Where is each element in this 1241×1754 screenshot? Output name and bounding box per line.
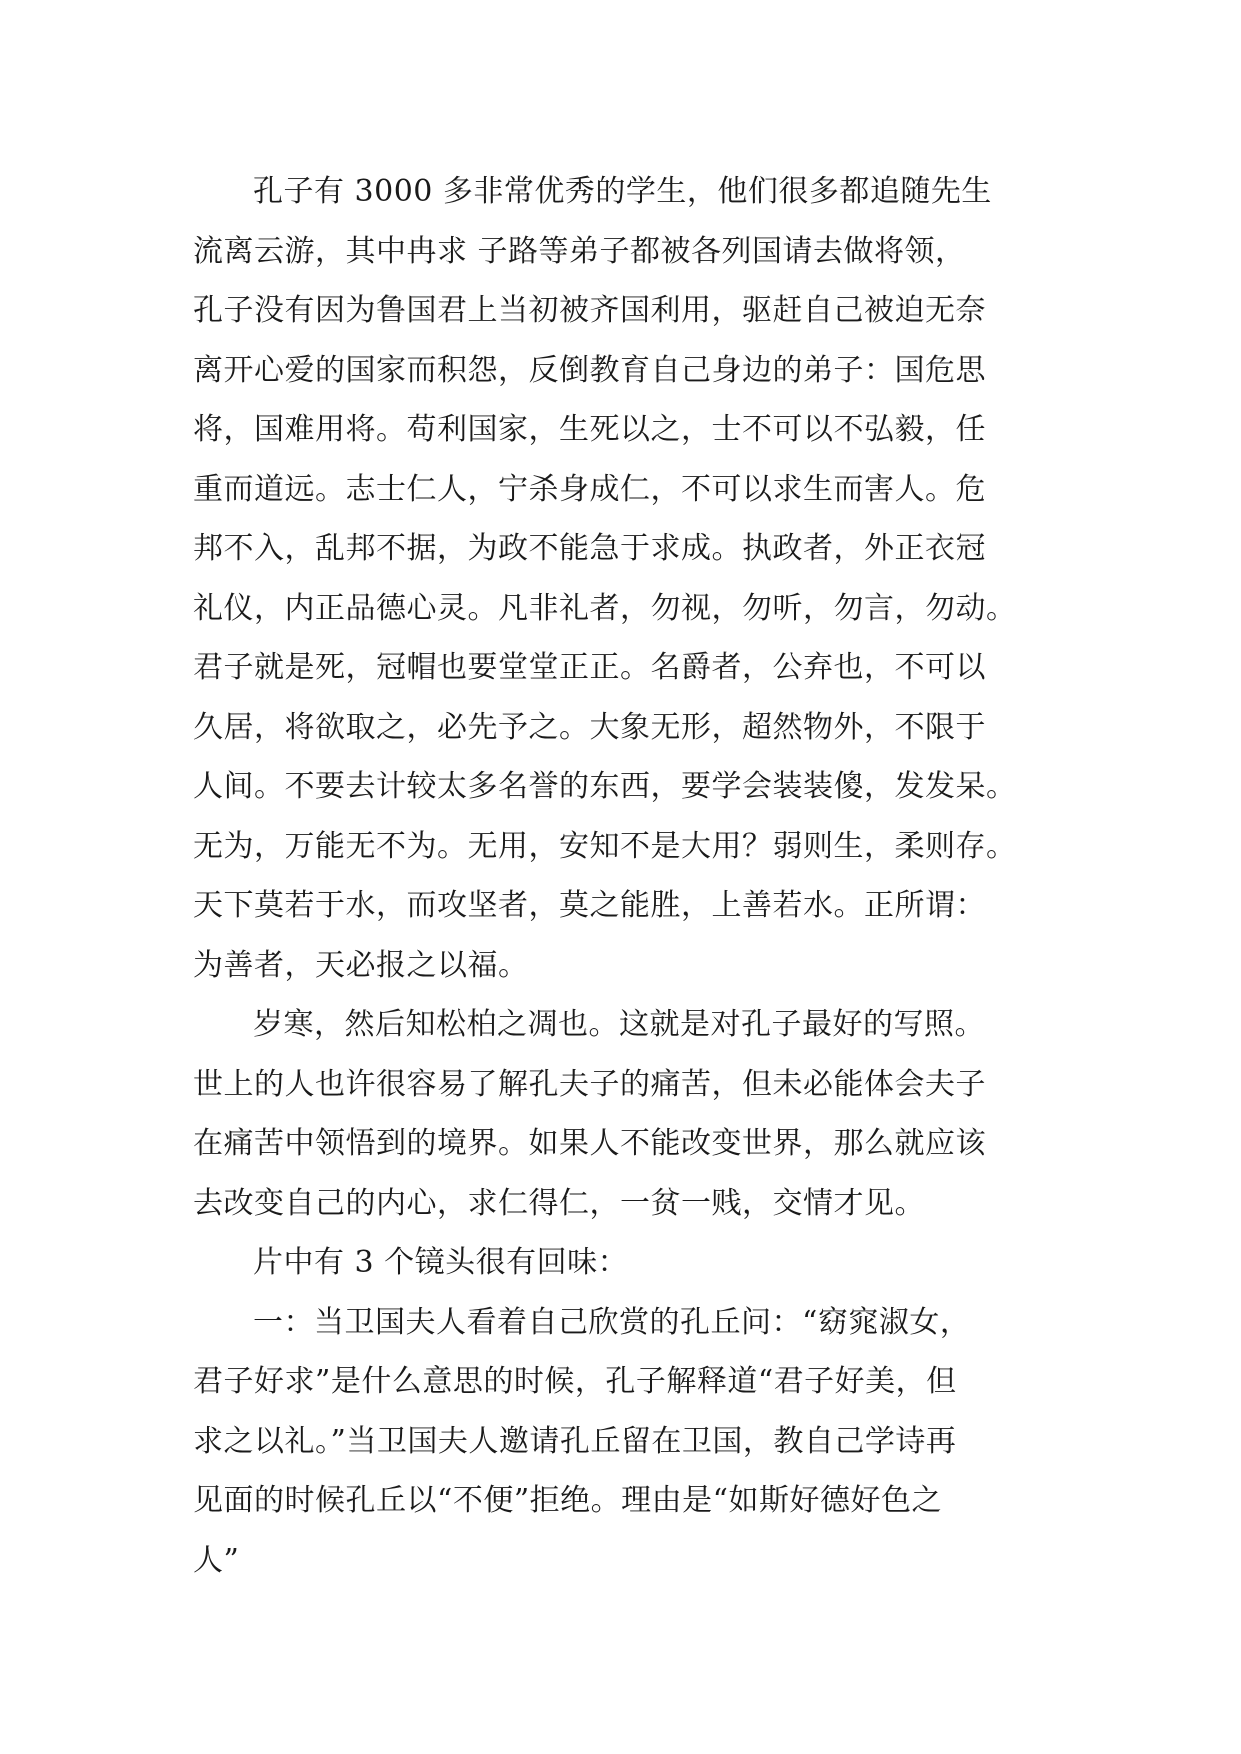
text-line: 天下莫若于水，而攻坚者，莫之能胜，上善若水。正所谓： <box>193 888 986 923</box>
text-line: 世上的人也许很容易了解孔夫子的痛苦，但未必能体会夫子 <box>193 1066 986 1102</box>
text-line: 重而道远。志士仁人，宁杀身成仁，不可以求生而害人。危 <box>193 471 986 507</box>
text-line: 将，国难用将。苟利国家，生死以之，士不可以不弘毅，任 <box>193 412 986 447</box>
text-line: 求之以礼。”当卫国夫人邀请孔丘留在卫国，教自己学诗再 <box>193 1423 957 1459</box>
text-line: 岁寒，然后知松柏之凋也。这就是对孔子最好的写照。 <box>253 1007 985 1042</box>
text-line: 离开心爱的国家而积怨，反倒教育自己身边的弟子：国危思 <box>193 352 986 388</box>
body-text <box>193 162 1073 1590</box>
text-line: 为善者，天必报之以福。 <box>193 947 529 983</box>
text-line: 邦不入，乱邦不据，为政不能急于求成。执政者，外正衣冠 <box>193 531 986 566</box>
text-line: 一：当卫国夫人看着自己欣赏的孔丘问：“窈窕淑女， <box>253 1304 971 1340</box>
text-line: 片中有 3 个镜头很有回味： <box>253 1245 629 1280</box>
text-line: 君子就是死，冠帽也要堂堂正正。名爵者，公弃也，不可以 <box>193 650 986 685</box>
text-line: 久居，将欲取之，必先予之。大象无形，超然物外，不限于 <box>193 709 986 745</box>
text-line: 礼仪，内正品德心灵。凡非礼者，勿视，勿听，勿言，勿动。 <box>193 590 1017 626</box>
text-line: 孔子没有因为鲁国君上当初被齐国利用，驱赶自己被迫无奈 <box>193 293 986 328</box>
text-line: 人间。不要去计较太多名誉的东西，要学会装装傻，发发呆。 <box>193 769 1017 804</box>
text-line: 流离云游，其中冉求 子路等弟子都被各列国请去做将领， <box>193 233 966 269</box>
text-line: 无为，万能无不为。无用，安知不是大用？弱则生，柔则存。 <box>193 828 1017 864</box>
text-line: 人” <box>193 1542 240 1578</box>
text-line: 见面的时候孔丘以“不便”拒绝。理由是“如斯好德好色之 <box>193 1483 943 1518</box>
text-line: 君子好求”是什么意思的时候，孔子解释道“君子好美，但 <box>193 1364 957 1399</box>
text-line: 去改变自己的内心，求仁得仁，一贫一贱，交情才见。 <box>193 1185 925 1221</box>
text-line: 在痛苦中领悟到的境界。如果人不能改变世界，那么就应该 <box>193 1126 986 1161</box>
text-line: 孔子有 3000 多非常优秀的学生，他们很多都追随先生 <box>253 174 992 209</box>
